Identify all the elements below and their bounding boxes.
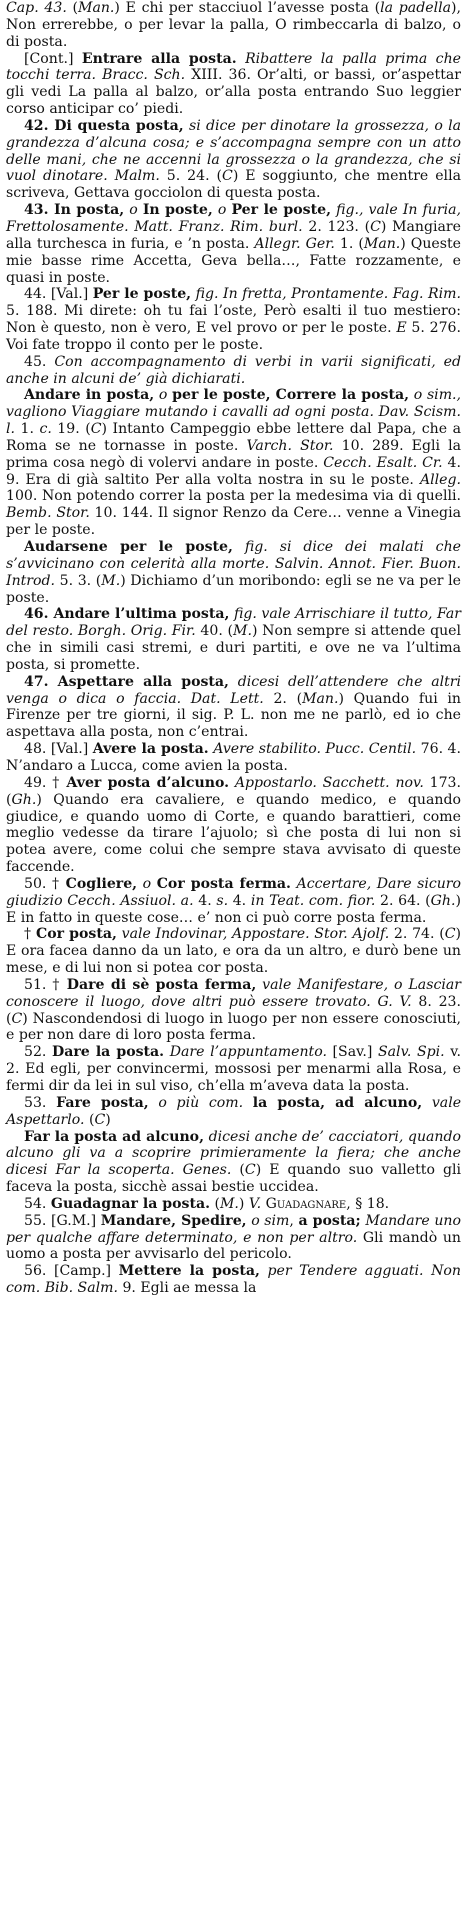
entry-italic-text: C (222, 168, 233, 185)
entry-italic-text: Mandare uno per qualche affare determinato, e non per altro. (6, 1212, 461, 1246)
entry-text: 49. † (24, 774, 67, 791)
entry-text: v. 2. Ed egli, per convincermi, mossosi per menarmi alla Rosa, e fermi dir da lei in sul viso, ch’ella m’aveva data la posta. (6, 1044, 462, 1094)
dictionary-entry (6, 387, 461, 539)
dictionary-entry (6, 775, 461, 876)
dictionary-entry (6, 1095, 461, 1129)
entry-headword: Guadagnar la posta. (50, 1195, 211, 1212)
entry-italic-text: per Tendere agguati. Non com. Bib. Salm. (6, 1263, 461, 1297)
entry-text: , (289, 1212, 299, 1229)
entry-headword: Fare posta, (56, 1094, 149, 1111)
dictionary-entry (6, 926, 461, 977)
entry-italic-text: in Teat. com. fior. (250, 892, 376, 909)
entry-italic-text: Ribattere la palla prima che tocchi terra. Bracc. Sch. (6, 50, 461, 84)
entry-italic-text: Gh. (430, 892, 456, 909)
entry-italic-text: o (217, 202, 227, 219)
entry-text: 53. (24, 1094, 57, 1111)
dictionary-entry (6, 286, 461, 353)
entry-text: 2. 123. ( (302, 218, 371, 235)
entry-text: [Sav.] (326, 1044, 378, 1061)
entry-italic-text: s. (216, 892, 229, 909)
entry-headword: Cogliere, (65, 875, 138, 892)
entry-text: 10. 144. Il signor Renzo da Cere… venne a Vinegia per le poste. (6, 505, 461, 539)
entry-text: ), Non errerebbe, o per levar la palla, O rimbeccarla di balzo, o di posta. (6, 0, 461, 50)
entry-text (237, 51, 245, 67)
entry-text: 4. (193, 892, 217, 909)
entry-italic-text: Cap. 43. (6, 0, 67, 16)
entry-text: 54. (24, 1195, 51, 1212)
entry-italic-text: vale Manifestare, o Lasciar conoscere il luogo, dove altri può essere trovato. G. V. (6, 976, 461, 1010)
entry-text (229, 674, 238, 690)
dictionary-entry (6, 202, 461, 286)
entry-italic-text: Dare l’appuntamento. (169, 1044, 327, 1061)
entry-italic-text: o sim (251, 1212, 290, 1229)
entry-text: ) E chi per stacciuol l’avesse posta ( (114, 0, 381, 16)
entry-italic-text: Con accompagnamento di verbi in varii significati, ed anche in alcuni de’ già dichiarati. (6, 353, 461, 387)
entry-text: ( (66, 0, 79, 16)
entry-headword: Per le poste, (92, 286, 192, 303)
entry-text: ) E soggiunto, che mentre ella scriveva, Gettava gocciolon di questa posta. (6, 168, 461, 202)
entry-text: 100. Non potendo correr la posta per la medesima via di quelli. (6, 488, 461, 505)
entry-italic-text: Varch. Stor. (246, 437, 334, 454)
entry-headword: 43. In posta, (24, 202, 125, 219)
entry-text: , § 18. (346, 1195, 390, 1212)
entry-headword: 46. Andare l’ultima posta, (24, 606, 230, 623)
entry-text: ) (238, 1195, 249, 1212)
entry-headword: Aver posta d’alcuno. (66, 774, 230, 791)
entry-text: 2. ( (263, 690, 303, 707)
entry-text: ) Quando fui in Firenze per tre giorni, il sig. P. L. non me ne parlò, ed io che aspettava alla posta, non c’entrai. (6, 690, 461, 741)
entry-italic-text: la padella (380, 0, 451, 16)
entry-text: 52. (24, 1044, 53, 1061)
entry-italic-text: dicesi dell’attendere che altri venga o dica o faccia. Dat. Lett. (6, 673, 462, 707)
dictionary-entry (6, 1196, 461, 1213)
entry-text: 2. 74. ( (389, 926, 445, 943)
entry-smallcaps-text: Guadagnare (265, 1195, 347, 1212)
entry-text: 76. 4. N’andarο a Lucca, come avien la posta. (6, 741, 462, 774)
entry-italic-text: o sim., vagliono Viaggiare mutando i cavalli ad ogni posta. Dav. Scism. l. (6, 387, 462, 438)
entry-text: ) E quando suo valletto gli faceva la posta, sicchè assai bestie uccidea. (6, 1162, 461, 1196)
dictionary-entry (6, 1213, 461, 1264)
entry-text: ) (105, 1111, 111, 1128)
entry-headword: Avere la posta. (92, 741, 209, 758)
entry-text: 5. 188. Mi direte: oh tu fai l’oste, Però esalti il tuo mestiero: Non è questo, non è vero, E vel provo or per le poste. (6, 303, 461, 337)
dictionary-entry (6, 741, 461, 775)
entry-headword: 47. Aspettare alla posta, (24, 673, 229, 690)
entry-text: 2. 64. ( (375, 892, 431, 909)
entry-headword: Dare di sè posta ferma, (66, 976, 257, 993)
entry-italic-text: Accertare, Dare sicuro giudizio Cecch. Assiuol. a. (6, 875, 462, 909)
entry-italic-text: C (370, 218, 381, 235)
entry-text: ) Quando era cavaliere, e quando medico, e quando giudice, e quando uomo di Corte, e quando barattieri, come meglio vedesse da tirare l’ajuolo; sì che posta di lui non si potea avere, come colui che sempre stava avvisato di queste faccende. (6, 791, 461, 876)
dictionary-entry (6, 539, 461, 606)
entry-italic-text: M. (233, 623, 252, 640)
entry-text: 8. 23. ( (6, 993, 462, 1027)
entry-italic-text: c. (39, 421, 52, 438)
entry-text: 40. ( (195, 623, 234, 640)
entry-text: 48. [Val.] (24, 741, 93, 758)
entry-text: ( (231, 1162, 245, 1179)
entry-text: ) Mangiare alla turchesca in furia, e ’n posta. (6, 218, 461, 252)
entry-italic-text: dicesi anche de’ cacciatori, quando alcuno gli va a scoprire primieramente la fiera; che anche dicesi Far la scoperta. Genes. (6, 1128, 462, 1179)
entry-italic-text: fig. si dice dei malati che s’avvicinano con celerità alla morte. Salvin. Annot. Fier. Buon. Introd. (6, 539, 461, 589)
entry-text: 19. ( (51, 421, 91, 438)
entry-headword: Mettere la posta, (118, 1263, 260, 1280)
entry-headword: 42. Di questa posta, (24, 117, 184, 134)
entry-italic-text: M. (101, 572, 121, 589)
entry-text: 10. 289. Egli la prima cosa negò di volervi andare in poste. (6, 437, 462, 471)
entry-text: [Cont.] (24, 50, 82, 67)
entry-italic-text: C (94, 1111, 106, 1128)
entry-italic-text: C (11, 1010, 23, 1027)
dictionary-entry (6, 606, 461, 673)
entry-italic-text: fig. vale Arrischiare il tutto, Far del resto. Borgh. Orig. Fir. (6, 606, 461, 640)
entry-headword: Mandare, Spedire, (100, 1212, 247, 1229)
entry-text (149, 1095, 159, 1111)
entry-headword: Audarsene per le poste, (24, 539, 233, 555)
entry-italic-text: Man. (302, 690, 339, 707)
entry-text: ( (84, 1111, 95, 1128)
entry-text: 50. † (24, 875, 66, 892)
entry-headword: a posta; (298, 1212, 361, 1229)
entry-italic-text: Man. (78, 0, 115, 16)
entry-text (422, 1095, 432, 1111)
entry-text: ( (210, 1195, 220, 1212)
dictionary-entry (6, 1263, 461, 1297)
entry-italic-text: C (244, 1162, 256, 1179)
dictionary-entry (6, 118, 461, 202)
entry-headword: Per le poste, (231, 202, 331, 219)
entry-italic-text: Avere stabilito. Pucc. Centil. (213, 741, 417, 758)
entry-headword: Dare la posta. (52, 1044, 165, 1061)
dictionary-entry (6, 1129, 461, 1196)
dictionary-entry (6, 0, 461, 51)
entry-text: 51. † (24, 976, 67, 993)
entry-headword: Cor posta ferma. (156, 875, 291, 892)
entry-italic-text: V. (248, 1195, 262, 1212)
entry-text: ) Intanto Campeggio ebbe lettere dal Papa, che a Roma se ne tornasse in poste. (6, 421, 461, 454)
entry-italic-text: o (142, 875, 152, 892)
entry-italic-text: Cecch. Esalt. Cr. (323, 454, 443, 471)
entry-text: 9. Egli ae messa la (117, 1280, 257, 1297)
entry-italic-text: o (129, 202, 138, 219)
entry-headword: Far la posta ad alcuno, (24, 1128, 204, 1145)
entry-headword: In poste, (142, 202, 213, 219)
dictionary-entry (6, 674, 461, 741)
entry-italic-text: vale Aspettarlo. (6, 1094, 462, 1128)
entry-text: ) E in fatto in queste cose… e’ non ci può corre posta ferma. (6, 892, 461, 926)
entry-headword: Cor posta, (35, 926, 117, 943)
entry-italic-text: fig., vale In furia, Frettolosamente. Matt. Franz. Rim. burl. (6, 202, 461, 235)
entry-text: Gli mandò un uomo a posta per avvisarlo del pericolo. (6, 1229, 462, 1263)
entry-text: 56. [Camp.] (24, 1263, 119, 1280)
entry-text: 55. [G.M.] (24, 1212, 101, 1229)
entry-italic-text: C (90, 421, 102, 438)
entry-headword: Entrare alla posta. (81, 50, 237, 67)
entry-text: 5. 276. Voi fate troppo il conto per le poste. (6, 320, 461, 353)
dictionary-entry (6, 977, 461, 1044)
entry-italic-text: Allegr. Ger. (254, 235, 335, 252)
entry-text: † (24, 926, 36, 943)
entry-text: 173. ( (6, 774, 461, 808)
entry-text: ) Dichiamo d’un moribondo: egli se ne va per le poste. (6, 572, 461, 606)
entry-text: ) E ora facea danno da un lato, e ora da un altro, e durò bene un mese, e di lui non si potea cor posta. (6, 926, 461, 977)
entry-italic-text: M. (220, 1195, 239, 1212)
entry-text: XIII. 36. Or’alti, or bassi, or’aspettar gli vedi La palla al balzo, or’alla posta entrando Suo leggier corso anticipar co’ piedi. (6, 67, 461, 118)
entry-headword: per le poste, Correre la posta, (172, 387, 410, 404)
entry-italic-text: o più com. (158, 1094, 244, 1111)
dictionary-entry (6, 876, 461, 927)
entry-italic-text: Man. (363, 235, 401, 252)
entry-headword: Andare in posta, (24, 387, 155, 404)
entry-italic-text: Bemb. Stor. (6, 505, 90, 522)
entry-text (233, 539, 245, 555)
entry-italic-text: Appostarlo. Sacchett. nov. (234, 774, 424, 791)
dictionary-entry (6, 51, 461, 118)
entry-italic-text: Salv. Spi. (378, 1044, 445, 1061)
entry-text: 44. [Val.] (24, 286, 93, 303)
entry-italic-text: Gh. (11, 791, 37, 808)
entry-italic-text: Alleg. (419, 471, 461, 488)
entry-italic-text: E (396, 320, 407, 337)
entry-italic-text: o (158, 387, 168, 404)
dictionary-entry (6, 354, 461, 388)
entry-italic-text: fig. In fretta, Prontamente. Fag. Rim. (195, 286, 461, 303)
entry-text: 45. (24, 353, 55, 370)
entry-text (243, 1095, 253, 1111)
entry-italic-text: vale Indovinar, Appostare. Stor. Ajolf. (121, 926, 390, 943)
entry-text: 1. (15, 421, 40, 438)
entry-text: 5. 24. ( (159, 168, 223, 185)
entry-headword: la posta, ad alcuno, (252, 1094, 423, 1111)
entry-text: ) Non sempre si attende quel che in simili casi stremi, e duri partiti, e ove ne va l’ultima posta, si promette. (6, 623, 462, 673)
entry-italic-text: si dice per dinotare la grossezza, o la grandezza d’alcuna cosa; e s’accompagna sempre con un atto delle mani, che ne accenni la grossezza o la grandezza, che si vuol dinotare. Malm. (6, 117, 462, 185)
entry-italic-text: C (444, 926, 456, 943)
dictionary-entry (6, 1044, 461, 1095)
entry-text: 4. (228, 892, 251, 909)
entry-text: 4. 9. Era di già saltito Per alla volta nostra in su le poste. (6, 454, 461, 488)
entry-text: 5. 3. ( (55, 572, 102, 589)
entry-text: 1. ( (334, 235, 364, 252)
entry-text: ) Nascondendosi di luogo in luogo per non essere conosciuti, e per non dare di loro posta ferma. (6, 1010, 461, 1044)
entry-text: ) Queste mie basse rime Accetta, Geva bella…, Fatte rozzamente, e quasi in poste. (6, 235, 461, 286)
